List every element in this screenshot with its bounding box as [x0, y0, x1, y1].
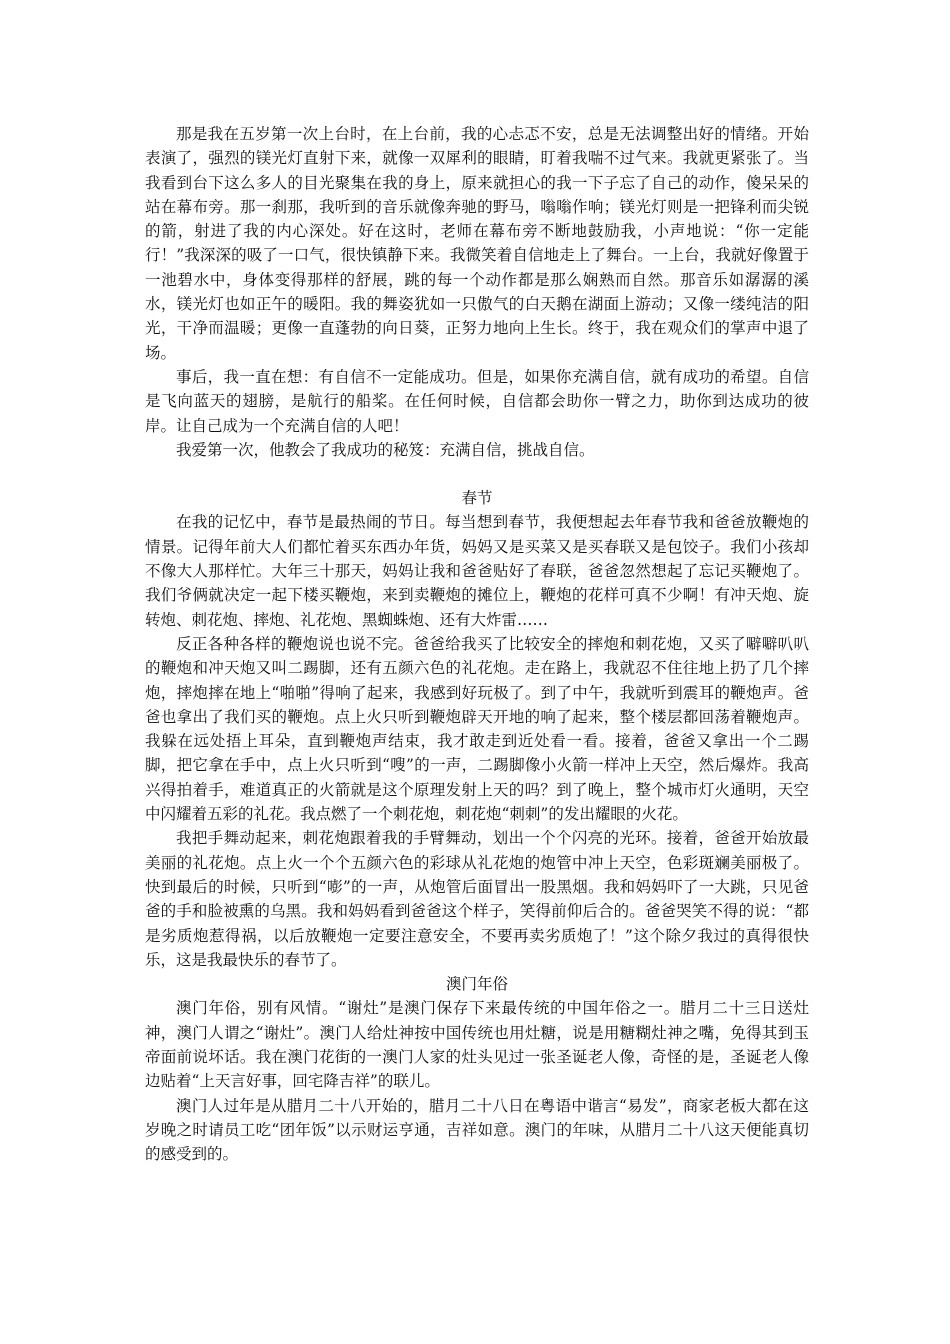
section-title: 澳门年俗 [445, 975, 508, 994]
section-spring-festival [145, 486, 809, 972]
paragraph: 反正各种各样的鞭炮说也说不完。爸爸给我买了比较安全的摔炮和刺花炮，又买了噼噼叭叭的鞭炮和冲天炮又叫二踢脚，还有五颜六色的礼花炮。走在路上，我就忍不住往地上扔了几个摔炮，摔炮摔在地上“啪啪”得响了起来，我感到好玩极了。到了中午，我就听到震耳的鞭炮声。爸爸也拿出了我们买的鞭炮。点上火只听到鞭炮辟天开地的响了起来，整个楼层都回荡着鞭炮声。我躲在远处捂上耳朵，直到鞭炮声结束，我才敢走到近处看一看。接着，爸爸又拿出一个二踢脚，把它拿在手中，点上火只听到“嗖”的一声，二踢脚像小火箭一样冲上天空，然后爆炸。我高兴得拍着手，难道真正的火箭就是这个原理发射上天的吗？到了晚上，整个城市灯火通明，天空中闪耀着五彩的礼花。我点燃了一个刺花炮，刺花炮“刺刺”的发出耀眼的火花。 [145, 634, 809, 824]
document-body [145, 122, 809, 1166]
paragraph: 澳门人过年是从腊月二十八开始的，腊月二十八日在粤语中谐言“易发”，商家老板大都在这岁晚之时请员工吃“团年饭”以示财运亨通，吉祥如意。澳门的年味，从腊月二十八这天便能真切的感受到的。 [145, 1096, 809, 1164]
section-first-performance [145, 122, 809, 462]
section-spacer [145, 462, 809, 486]
paragraph: 在我的记忆中，春节是最热闹的节日。每当想到春节，我便想起去年春节我和爸爸放鞭炮的情景。记得年前大人们都忙着买东西办年货，妈妈又是买菜又是买春联又是包饺子。我们小孩却不像大人那样忙。大年三十那天，妈妈让我和爸爸贴好了春联，爸爸忽然想起了忘记买鞭炮了。我们爷俩就决定一起下楼买鞭炮，来到卖鞭炮的摊位上，鞭炮的花样可真不少啊！有冲天炮、旋转炮、刺花炮、摔炮、礼花炮、黑蜘蛛炮、还有大炸雷…… [145, 513, 809, 629]
paragraph: 澳门年俗，别有风情。“谢灶”是澳门保存下来最传统的中国年俗之一。腊月二十三日送灶神，澳门人谓之“谢灶”。澳门人给灶神按中国传统也用灶糖，说是用糖糊灶神之嘴，免得其到玉帝面前说坏话。我在澳门花街的一澳门人家的灶头见过一张圣诞老人像，奇怪的是，圣诞老人像边贴着“上天言好事，回宅降吉祥”的联儿。 [145, 999, 809, 1091]
paragraph: 我爱第一次，他教会了我成功的秘笈：充满自信，挑战自信。 [176, 440, 595, 459]
paragraph: 我把手舞动起来，刺花炮跟着我的手臂舞动，划出一个个闪亮的光环。接着，爸爸开始放最美丽的礼花炮。点上火一个个五颜六色的彩球从礼花炮的炮管中冲上天空，色彩斑斓美丽极了。快到最后的时候，只听到“嘭”的一声，从炮管后面冒出一股黑烟。我和妈妈吓了一大跳，只见爸爸的手和脸被熏的乌黑。我和妈妈看到爸爸这个样子，笑得前仰后合的。爸爸哭笑不得的说：“都是劣质炮惹得祸，以后放鞭炮一定要注意安全，不要再卖劣质炮了！”这个除夕我过的真得很快乐，这是我最快乐的春节了。 [145, 829, 809, 969]
paragraph: 那是我在五岁第一次上台时，在上台前，我的心忐忑不安，总是无法调整出好的情绪。开始表演了，强烈的镁光灯直射下来，就像一双犀利的眼睛，盯着我喘不过气来。我就更紧张了。当我看到台下这么多人的目光聚集在我的身上，原来就担心的我一下子忘了自己的动作，傻呆呆的站在幕布旁。那一刹那，我听到的音乐就像奔驰的野马，嗡嗡作响；镁光灯则是一把锋利而尖锐的箭，射进了我的内心深处。好在这时，老师在幕布旁不断地鼓励我，小声地说：“你一定能行！”我深深的吸了一口气，很快镇静下来。我微笑着自信地走上了舞台。一上台，我就好像置于一池碧水中，身体变得那样的舒展，跳的每一个动作都是那么娴熟而自然。那音乐如潺潺的溪水，镁光灯也如正午的暖阳。我的舞姿犹如一只傲气的白天鹅在湖面上游动；又像一缕纯洁的阳光，干净而温暖；更像一直蓬勃的向日葵，正努力地向上生长。终于，我在观众们的掌声中退了场。 [145, 125, 809, 362]
section-title: 春节 [461, 489, 493, 508]
section-macau-customs [145, 972, 809, 1166]
paragraph: 事后，我一直在想：有自信不一定能成功。但是，如果你充满自信，就有成功的希望。自信是飞向蓝天的翅膀，是航行的船桨。在任何时候，自信都会助你一臂之力，助你到达成功的彼岸。让自己成为一个充满自信的人吧！ [145, 367, 809, 435]
